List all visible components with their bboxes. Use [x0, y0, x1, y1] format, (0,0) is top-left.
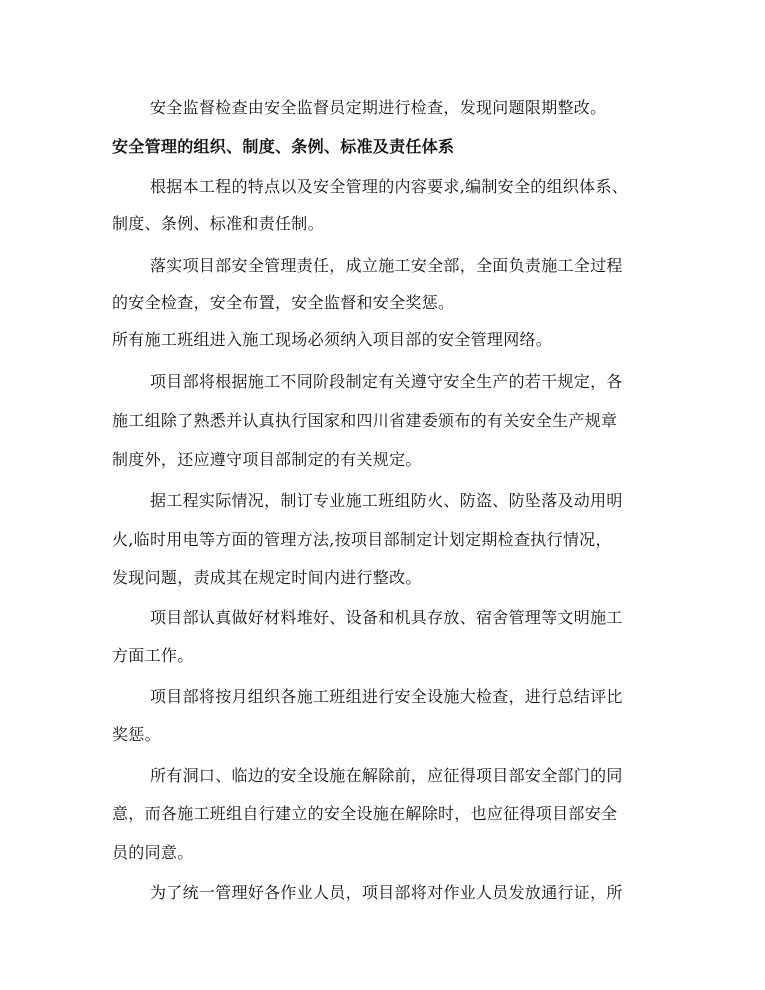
- paragraph-line: 项目部认真做好材料堆好、设备和机具存放、宿舍管理等文明施工: [150, 608, 623, 627]
- paragraph-line: 项目部将根据施工不同阶段制定有关遵守安全生产的若干规定，各: [150, 372, 623, 391]
- paragraph-line: 所有洞口、临边的安全设施在解除前，应征得项目部安全部门的同: [150, 766, 623, 785]
- paragraph-line: 安全监督检查由安全监督员定期进行检查，发现问题限期整改。: [150, 98, 607, 117]
- paragraph-line: 火,临时用电等方面的管理方法,按项目部制定计划定期检查执行情况，: [112, 530, 612, 549]
- paragraph-line: 的安全检查，安全布置，安全监督和安全奖惩。: [112, 293, 455, 312]
- paragraph-line: 奖惩。: [112, 725, 161, 744]
- paragraph-line: 落实项目部安全管理责任，成立施工安全部，全面负责施工全过程: [150, 256, 623, 275]
- paragraph-line: 所有施工班组进入施工现场必须纳入项目部的安全管理网络。: [112, 330, 553, 349]
- paragraph-line: 方面工作。: [112, 646, 194, 665]
- paragraph-line: 意，而各施工班组自行建立的安全设施在解除时，也应征得项目部安全: [112, 804, 618, 823]
- paragraph-line: 员的同意。: [112, 843, 194, 862]
- paragraph-line: 制度外，还应遵守项目部制定的有关规定。: [112, 450, 422, 469]
- paragraph-line: 制度、条例、标准和责任制。: [112, 214, 324, 233]
- paragraph-line: 施工组除了熟悉并认真执行国家和四川省建委颁布的有关安全生产规章: [112, 411, 618, 430]
- paragraph-line: 根据本工程的特点以及安全管理的内容要求,编制安全的组织体系、: [150, 177, 629, 196]
- paragraph-line: 为了统一管理好各作业人员，项目部将对作业人员发放通行证，所: [150, 883, 623, 902]
- paragraph-line: 据工程实际情况，制订专业施工班组防火、防盗、防坠落及动用明: [150, 491, 623, 510]
- section-heading: 安全管理的组织、制度、条例、标准及责任体系: [112, 137, 455, 156]
- paragraph-line: 发现问题，责成其在规定时间内进行整改。: [112, 568, 422, 587]
- paragraph-line: 项目部将按月组织各施工班组进行安全设施大检查，进行总结评比: [150, 687, 623, 706]
